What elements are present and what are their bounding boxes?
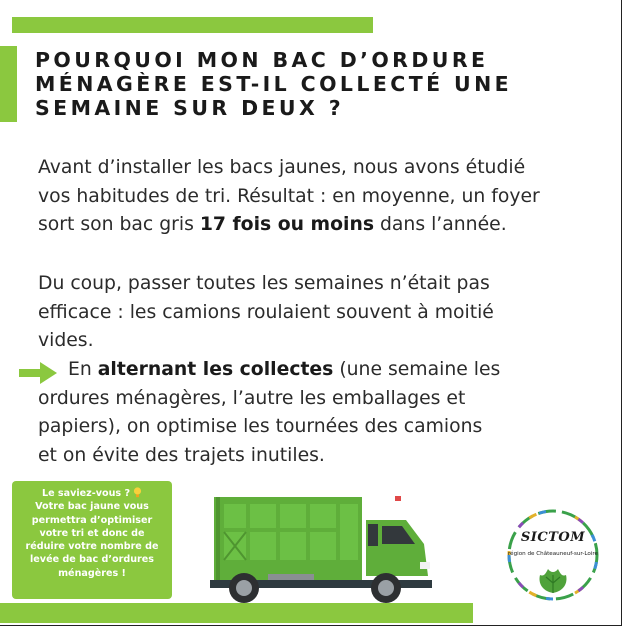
sictom-logo bbox=[498, 509, 608, 609]
paragraph-habits bbox=[38, 154, 598, 240]
top-accent-bar bbox=[12, 17, 373, 33]
garbage-truck-illustration bbox=[210, 492, 450, 605]
page-title bbox=[35, 48, 575, 120]
paragraph-line bbox=[38, 356, 598, 385]
text-run: sort son bac gris bbox=[38, 214, 200, 235]
paragraph-line: ordures ménagères, l’autre les emballages et bbox=[38, 387, 466, 409]
paragraph-line: papiers), on optimise les tournées des camions bbox=[38, 416, 483, 437]
paragraph-line: et on évite des trajets inutiles. bbox=[38, 444, 325, 466]
text-run: (une semaine les bbox=[333, 359, 501, 380]
title-line-2: MÉNAGÈRE EST-IL COLLECTÉ UNE bbox=[35, 72, 513, 96]
paragraph-line: Du coup, passer toutes les semaines n’était pas bbox=[38, 273, 490, 294]
paragraph-line: Avant d’installer les bacs jaunes, nous avons étudié bbox=[38, 157, 526, 178]
highlight-text: alternant les collectes bbox=[97, 359, 334, 380]
did-you-know-line: Votre bac jaune vous bbox=[35, 501, 149, 513]
paragraph-efficiency bbox=[38, 270, 598, 356]
text-run: dans l’année. bbox=[374, 214, 507, 235]
did-you-know-heading-text: Le saviez-vous ? bbox=[41, 488, 131, 499]
logo-name: SICTOM bbox=[520, 530, 586, 545]
did-you-know-line: réduire votre nombre de bbox=[25, 541, 159, 553]
did-you-know-line: levée de bac d’ordures bbox=[30, 554, 154, 566]
paragraph-line bbox=[38, 211, 598, 240]
title-line-1: POURQUOI MON BAC D’ORDURE bbox=[35, 48, 489, 72]
lightbulb-icon bbox=[133, 487, 142, 498]
did-you-know-line: ménagères ! bbox=[58, 567, 126, 579]
side-accent-bar bbox=[0, 46, 17, 122]
leaf-icon bbox=[536, 565, 570, 595]
title-line-3: SEMAINE SUR DEUX ? bbox=[35, 96, 344, 120]
did-you-know-line: votre tri et donc de bbox=[39, 527, 145, 539]
did-you-know-line: permettra d’optimiser bbox=[31, 514, 153, 526]
text-run: En bbox=[68, 359, 98, 380]
did-you-know-heading bbox=[12, 487, 172, 500]
paragraph-line: vides. bbox=[38, 330, 94, 351]
paragraph-line: vos habitudes de tri. Résultat : en moyenne, un foyer bbox=[38, 185, 540, 207]
paragraph-alternating bbox=[38, 356, 598, 470]
paragraph-line: efficace : les camions roulaient souvent à moitié bbox=[38, 301, 494, 323]
did-you-know-box bbox=[12, 481, 172, 599]
highlight-text: 17 fois ou moins bbox=[199, 214, 375, 235]
bottom-accent-bar bbox=[0, 603, 473, 623]
logo-subtitle: région de Châteauneuf-sur-Loire bbox=[508, 551, 598, 557]
